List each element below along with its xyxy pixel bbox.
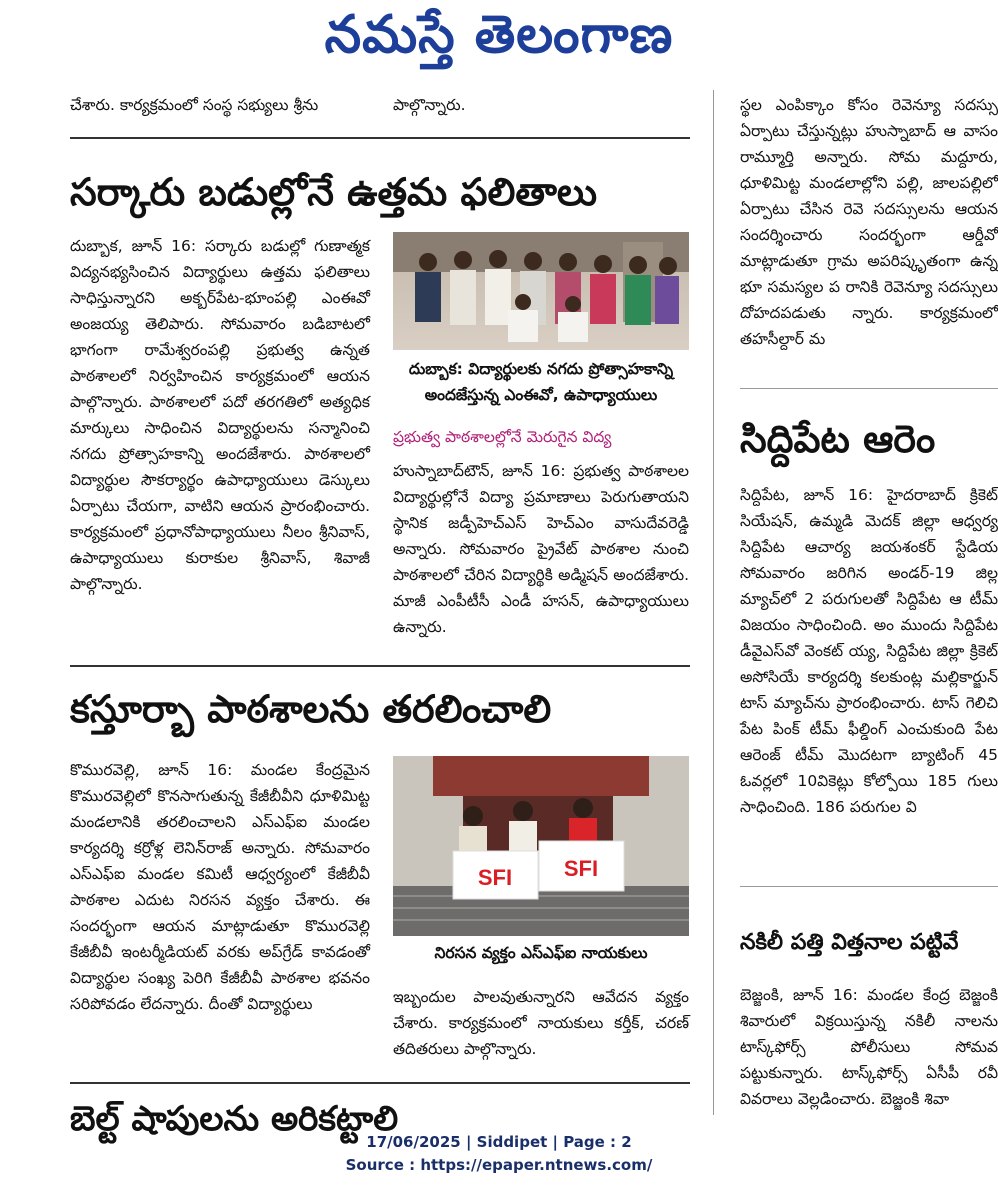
- right-headline-3: [740, 923, 998, 963]
- right-headline-2: [740, 410, 998, 468]
- story1-photo-caption-text: దుబ్బాక: విద్యార్థులకు నగదు ప్రోత్సాహకాన్ని అందజేస్తున్న ఎంఈవో, ఉపాధ్యాయులు: [408, 360, 674, 404]
- footer-date-line: [0, 1133, 998, 1155]
- right-story-3: [740, 982, 998, 1112]
- masthead: [0, 0, 998, 70]
- story1-subhead-text: ప్రభుత్వ పాఠశాలల్లోనే మెరుగైన విద్య: [393, 428, 612, 446]
- right-story-top: [740, 92, 998, 374]
- right-story-2-text: సిద్దిపేట, జూన్ 16: హైదరాబాద్ క్రికెట్ సియేషన్, ఉమ్మడి మెదక్ జిల్లా ఆధ్వర్య సిద్దిపేట ఆచార్య జయశంకర్ స్టేడియ సోమవారం జరిగిన అండర్-19 జిల్ల మ్యాచ్‌లో 2 పరుగులతో సిద్దిపేట ఆ టీమ్ విజయం సాధించింది. అం ముందు సిద్దిపేట డీవైఎస్‌వో వెంకట్ య్య, సిద్దిపేట జిల్లా క్రికెట్ అసోసియే కార్యదర్శి కలకుంట్ల మల్లికార్జున్ టాస్ మ్యాచ్‌ను ప్రారంభించారు. టాస్ గెలిచి పేట పింక్ టీమ్ ఫీల్డింగ్ ఎంచుకుంది పేట ఆరెంజ్ టీమ్ మొదటగా బ్యాటింగ్ 45 ఓవర్లలో 10వికెట్లు కోల్పోయి 185 గులు సాధించింది. 186 పరుగుల వి: [740, 486, 998, 816]
- story1-headline: [70, 163, 690, 221]
- rule-right-2: [740, 886, 998, 887]
- story1-photo: [393, 232, 689, 350]
- story1-headline-text: సర్కారు బడుల్లోనే ఉత్తమ ఫలితాలు: [70, 170, 597, 214]
- sfi-banner-right: SFI: [563, 856, 599, 881]
- story1-sub-body: [393, 458, 689, 648]
- masthead-title: నమస్తే తెలంగాణ: [324, 4, 674, 65]
- story1-photo-image: [393, 232, 689, 350]
- story1-body-text: దుబ్బాక, జూన్ 16: సర్కారు బడుల్లో గుణాత్మక విద్యనభ్యసించిన విద్యార్థులు ఉత్తమ ఫలితాలు సాధిస్తున్నారని అక్బర్‌పేట-భూంపల్లి ఎంఈవో అంజయ్య తెలిపారు. సోమవారం బడిబాటలో భాగంగా రామేశ్వరంపల్లి ప్రభుత్వ ఉన్నత పాఠశాలలో నిర్వహించిన కార్యక్రమంలో ఆయన పాల్గొన్నారు. పాఠశాలలో పదో తరగతిలో అత్యధిక మార్కులు సాధించిన విద్యార్థులను సన్మానించి నగదు ప్రోత్సాహకాన్ని అందజేశారు. పాఠశాలలో విద్యార్థుల సౌకర్యార్థం ఉపాధ్యాయులు డెస్కులు ఏర్పాటు చేయగా, వాటిని ఆయన ప్రారంభించారు. కార్యక్రమంలో ప్రధానోపాధ్యాయులు నీలం శ్రీనివాస్, ఉపాధ్యాయులు కురాకుల శ్రీనివాస్, శివాజీ పాల్గొన్నారు.: [70, 237, 370, 593]
- story2-photo-caption: [393, 940, 689, 966]
- right-story-top-text: స్థల ఎంపిక్కాం కోసం రెవెన్యూ సదస్సు ఏర్పాటు చేస్తున్నట్లు హుస్నాబాద్ ఆ వాసం రామ్మూర్తి అన్నారు. సోమ మద్దూరు, ధూళిమిట్ట మండలాల్లోని పల్లి, జాలపల్లిలో ఏర్పాటు చేసిన రెవె సదస్సులను ఆయన సందర్శించారు సందర్భంగా ఆర్డీవో మాట్లాడుతూ గ్రామ అపరిష్కృతంగా ఉన్న భూ సమస్యల ప రానికి రెవెన్యూ సదస్సులు దోహదపడుతు న్నారు. కార్యక్రమంలో తహసీల్దార్ మ: [740, 96, 998, 348]
- top-strip-middle-text: పాల్గొన్నారు.: [393, 96, 466, 114]
- story1-sub-body-text: హుస్నాబాద్‌టౌన్, జూన్ 16: ప్రభుత్వ పాఠశాలల విద్యార్థుల్లోనే విద్యా ప్రమాణాలు పెరుగుతాయని స్థానిక జడ్పీహెచ్‌ఎస్ హెచ్‌ఎం వాసుదేవరెడ్డి అన్నారు. సోమవారం ప్రైవేట్ పాఠశాల నుంచి పాఠశాలలో చేరిన విద్యార్థికి అడ్మిషన్ అందజేశారు. మాజీ ఎంపీటీసీ ఎండీ హసన్, ఉపాధ్యాయులు ఉన్నారు.: [393, 462, 689, 636]
- story2-photo: [393, 756, 689, 936]
- footer-source-text[interactable]: Source : https://epaper.ntnews.com/: [345, 1156, 653, 1174]
- column-divider: [713, 90, 714, 1115]
- rule-right-1: [740, 388, 998, 389]
- story1-subhead: [393, 424, 689, 450]
- right-story-3-text: బెజ్జంకి, జూన్ 16: మండల కేంద్ర బెజ్జంకి శివారులో విక్రయిస్తున్న నకిలీ నాలను టాస్క్‌ఫోర్స్ పోలీసులు సోమవ పట్టుకున్నారు. టాస్క్‌ఫోర్స్ ఏసీపీ రవీ వివరాలు వెల్లడించారు. బెజ్జంకి శివా: [740, 986, 998, 1108]
- story2-continuation: [393, 984, 689, 1068]
- story2-continuation-text: ఇబ్బందుల పాలవుతున్నారని ఆవేదన వ్యక్తం చేశారు. కార్యక్రమంలో నాయకులు కర్తీక్, చరణ్ తదితరులు పాల్గొన్నారు.: [393, 988, 689, 1058]
- story2-body: [70, 757, 370, 1069]
- top-strip-left-text: చేశారు. కార్యక్రమంలో సంస్థ సభ్యులు శ్రీను: [70, 96, 319, 114]
- right-headline-3-text: నకిలీ పత్తి విత్తనాల పట్టివే: [740, 930, 959, 955]
- rule-top: [70, 137, 690, 139]
- rule-bottom: [70, 1082, 690, 1084]
- top-strip-left: [70, 92, 370, 118]
- story2-headline: [70, 680, 690, 738]
- bottom-headline-text: బెల్ట్ షాపులను అరికట్టాలి: [70, 1099, 399, 1139]
- story1-photo-caption: [393, 356, 689, 408]
- footer-source-line: [0, 1156, 998, 1178]
- right-headline-2-text: సిద్దిపేట ఆరెం: [740, 417, 936, 461]
- story2-headline-text: కస్తూర్బా పాఠశాలను తరలించాలి: [70, 687, 552, 731]
- story2-photo-image: [393, 756, 689, 936]
- rule-mid: [70, 665, 690, 667]
- footer-date-text: 17/06/2025 | Siddipet | Page : 2: [366, 1133, 632, 1151]
- story2-body-text: కొమురవెల్లి, జూన్ 16: మండల కేంద్రమైన కొమురవెల్లిలో కొనసాగుతున్న కేజీబీవీని ధూళిమిట్ట మండలానికి తరలించాలని ఎస్ఎఫ్ఐ మండల కార్యదర్శి కర్రోళ్ల లెనిన్‌రాజ్ అన్నారు. సోమవారం ఎస్ఎఫ్ఐ మండల కమిటీ ఆధ్వర్యంలో కేజీబీవీ పాఠశాల ఎదుట నిరసన వ్యక్తం చేశారు. ఈ సందర్భంగా ఆయన మాట్లాడుతూ కొమురవెల్లి కేజీబీవీ ఇంటర్మీడియట్ వరకు అప్‌గ్రేడ్ కావడంతో విద్యార్థుల సంఖ్య పెరిగి కేజీబీవీ పాఠశాల భవనం సరిపోవడం లేదన్నారు. దీంతో విద్యార్థులు: [70, 761, 370, 1013]
- right-story-2: [740, 482, 998, 872]
- story1-body: [70, 233, 370, 649]
- sfi-banner-left: SFI: [477, 865, 513, 890]
- top-strip-middle: [393, 92, 688, 118]
- bottom-headline: [70, 1094, 690, 1139]
- story2-photo-caption-text: నిరసన వ్యక్తం ఎస్ఎఫ్ఐ నాయకులు: [434, 944, 648, 962]
